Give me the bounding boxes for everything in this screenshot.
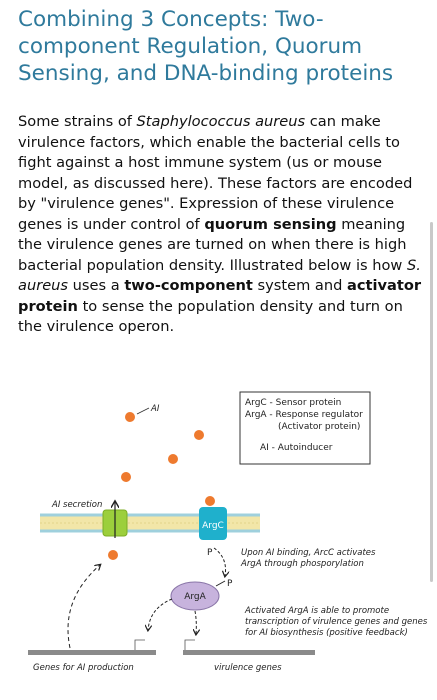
phosphate-label: P [227, 579, 233, 589]
argc-sensor [199, 507, 227, 540]
dna-virulence-genes [183, 650, 315, 655]
phosphate-bond [216, 581, 225, 586]
term-quorum-sensing: quorum sensing [204, 215, 337, 233]
species-name-short: S. aureus [18, 256, 421, 294]
argc-label: ArgC [202, 521, 224, 531]
text-segment: Some strains of [18, 113, 137, 130]
legend-arga: ArgA - Response regulator [245, 410, 363, 420]
gene-ai-label: Genes for AI production [33, 663, 134, 673]
activation-arrow-ai-genes [148, 599, 172, 630]
promoter-virulence [185, 640, 195, 650]
note-activation-1: Activated ArgA is able to promote [245, 606, 390, 616]
gene-virulence-label: virulence genes [214, 663, 282, 673]
ai-dot [121, 472, 131, 482]
quorum-sensing-diagram [0, 380, 437, 680]
legend-ai: AI - Autoinducer [260, 443, 333, 453]
ai-label: AI [151, 404, 160, 414]
legend-argc: ArgC - Sensor protein [245, 398, 342, 408]
term-two-component: two-component [124, 277, 253, 294]
ai-pointer-line [137, 408, 149, 414]
text-segment: meaning the virulence genes are turned on when there is high bacterial population density. Illustrated below is how [18, 215, 408, 274]
note-phosphorylation-2: ArgA through phosporylation [241, 559, 364, 569]
ai-dot [205, 496, 215, 506]
page-title: Combining 3 Concepts: Two-component Regulation, Quorum Sensing, and DNA-binding proteins [18, 7, 394, 86]
ai-secretion-label: AI secretion [52, 500, 103, 510]
term-activator-protein: activator protein [18, 277, 422, 315]
activation-arrow-virulence [195, 611, 196, 634]
arga-protein [171, 582, 219, 610]
species-name: Staphylococcus aureus [136, 113, 306, 130]
text-segment: to sense the population density and turn on the virulence operon. [18, 297, 403, 335]
feedback-arrow [68, 565, 100, 648]
text-segment: uses a [68, 277, 125, 294]
promoter-ai [135, 640, 145, 650]
phosphate-label: P [207, 548, 213, 558]
body-paragraph [18, 112, 423, 338]
note-phosphorylation-1: Upon AI binding, ArcC activates [241, 548, 376, 558]
dna-ai-genes [28, 650, 156, 655]
text-segment: can make virulence factors, which enable the bacterial cells to fight against a host immune system (us or mouse model, as discussed here). These factors are encoded by "virulence genes". Expression of these virulence genes is under control of [18, 113, 413, 233]
ai-dot [194, 430, 204, 440]
text-segment: system and [252, 277, 348, 294]
note-activation-2: transcription of virulence genes and genes [245, 617, 428, 627]
ai-dot [125, 412, 135, 422]
legend-arga-sub: (Activator protein) [278, 422, 361, 432]
ai-dot [168, 454, 178, 464]
note-activation-3: for AI biosynthesis (positive feedback) [245, 628, 408, 638]
legend-box [240, 392, 370, 464]
ai-dot [108, 550, 118, 560]
phosphorylation-arrow [214, 548, 226, 576]
arga-label: ArgA [184, 592, 206, 602]
